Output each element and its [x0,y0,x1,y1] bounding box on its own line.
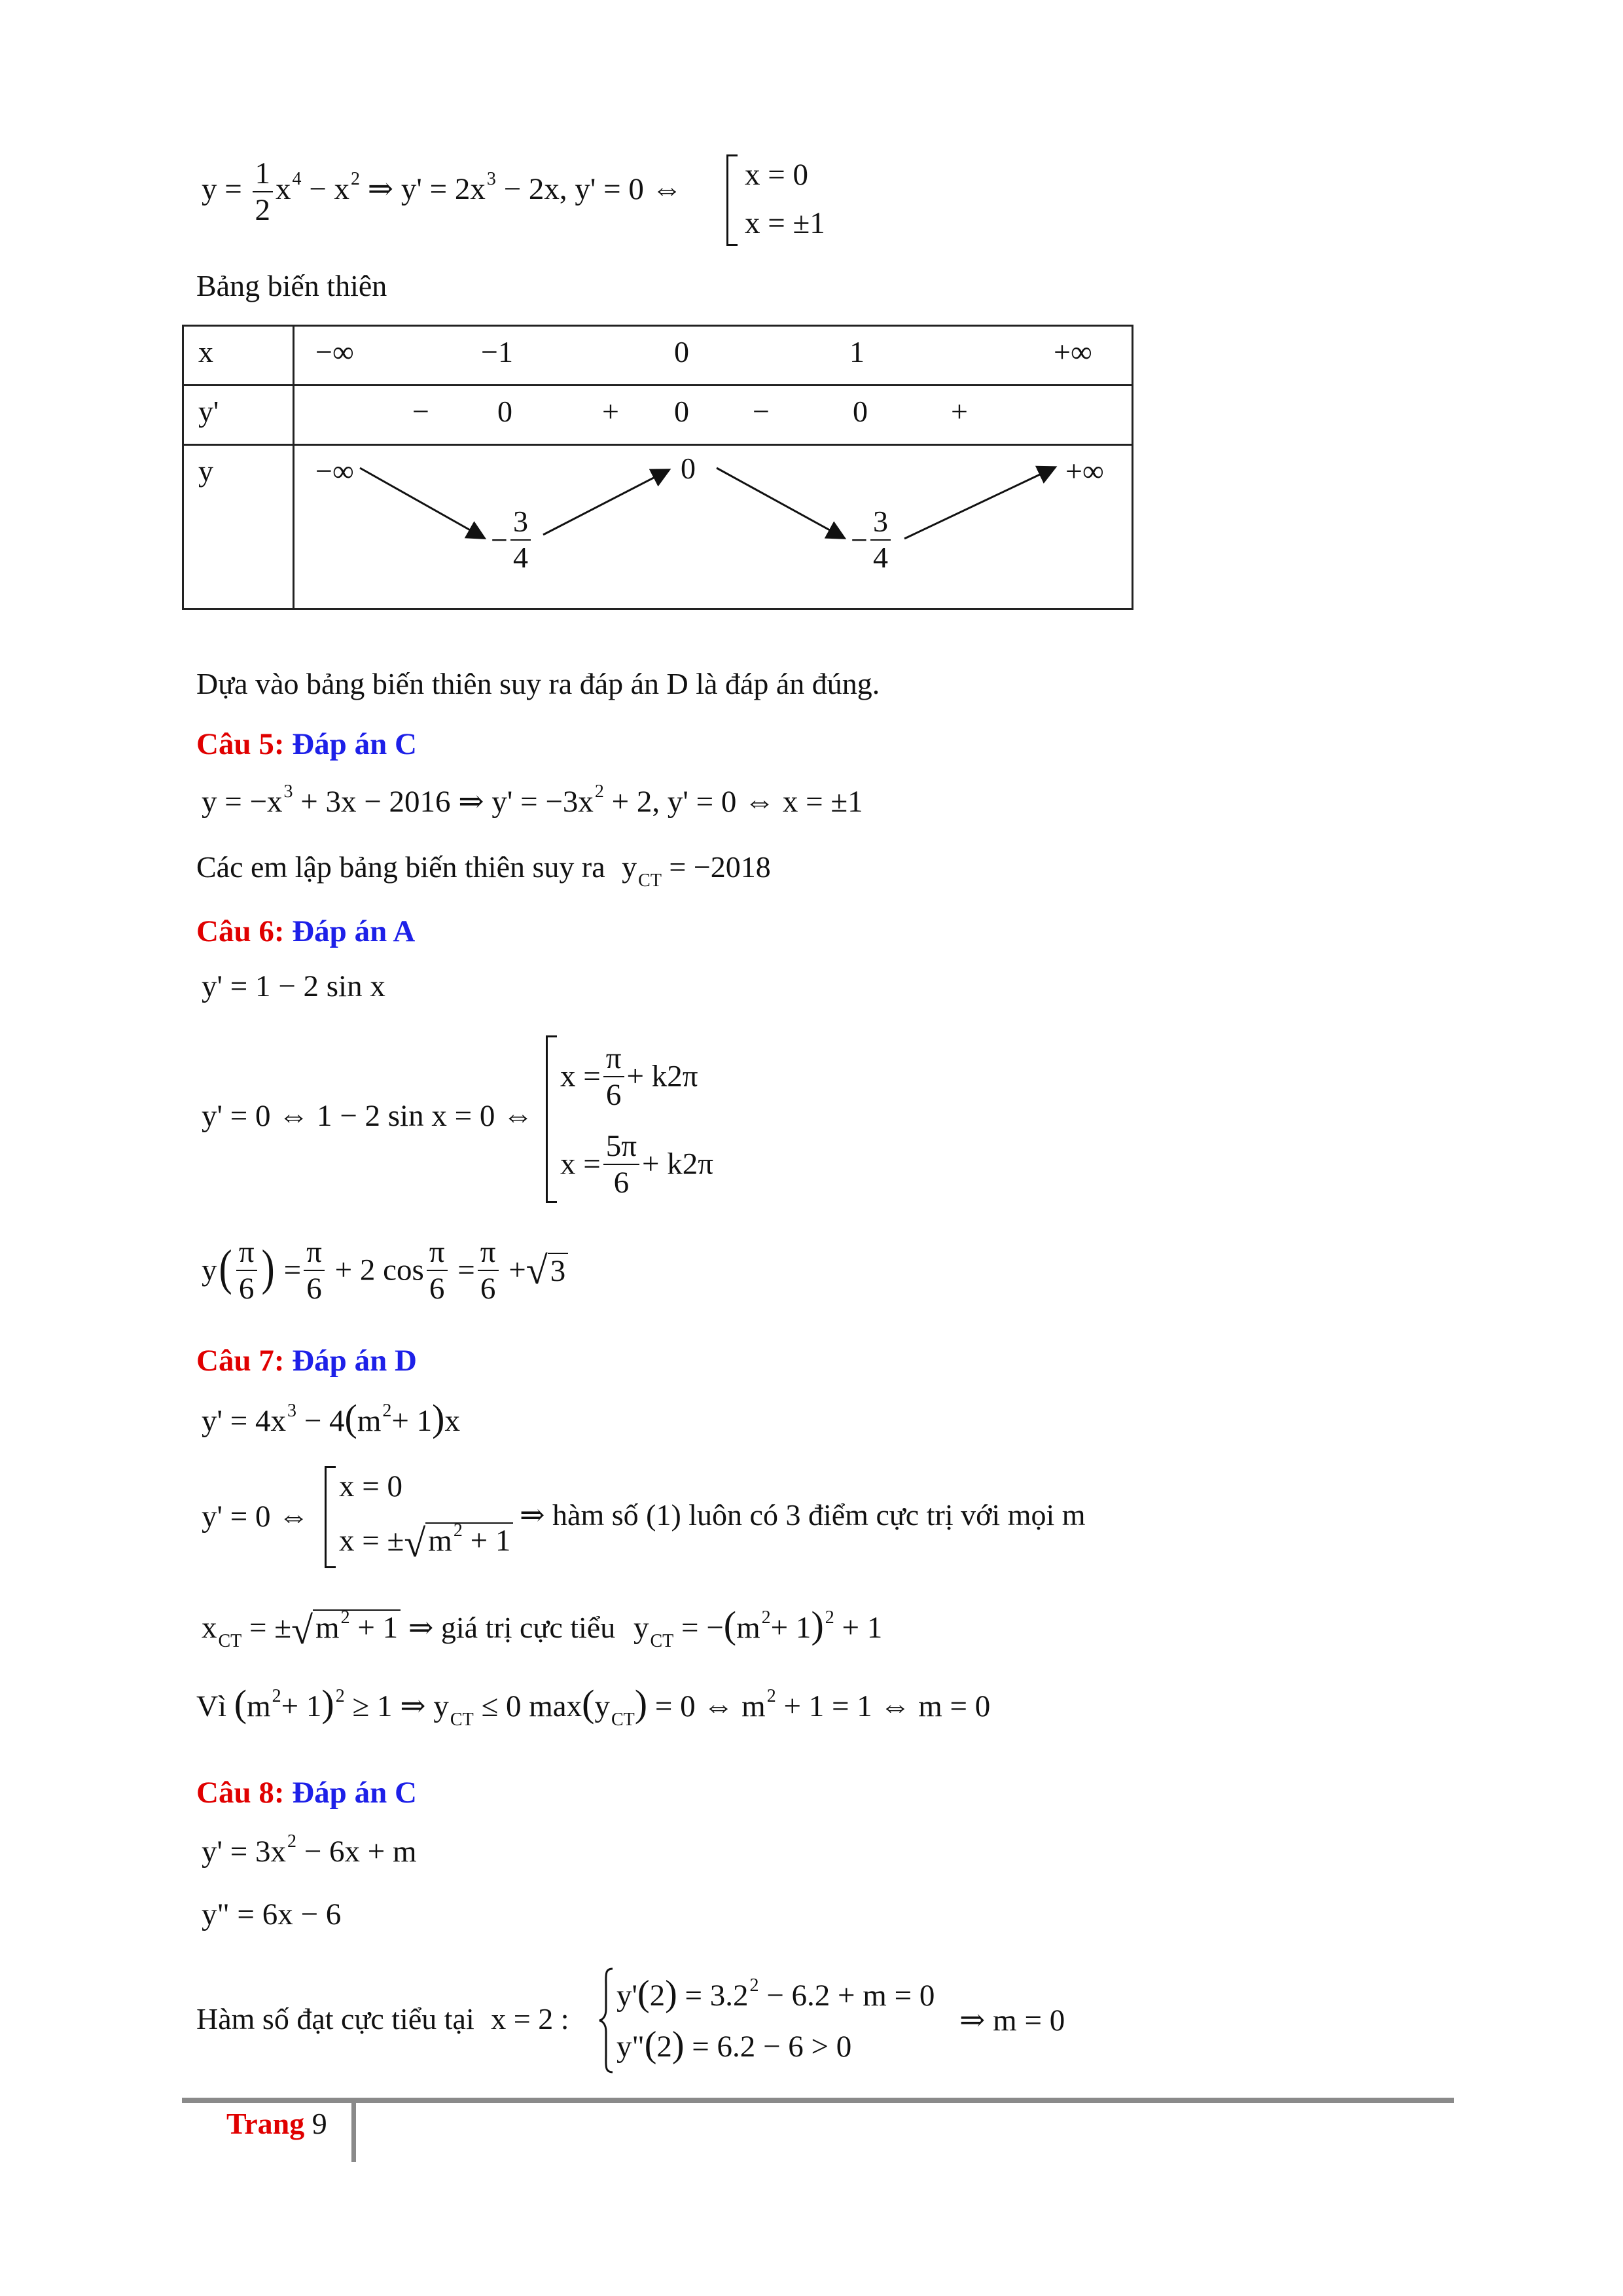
arrow-up-1 [543,471,668,535]
question-7-heading: Câu 7: Đáp án D [196,1344,417,1378]
y-minus-infinity: −∞ [315,454,354,488]
question-6-line-2: y' = 0 ⇔ 1 − 2 sin x = 0 ⇔ [202,1099,534,1133]
y-min-left: − $\frac{3}{4}$ [491,505,533,575]
table-row-yp-label: y' [183,386,294,445]
arrow-down-2 [717,468,843,537]
question-8-system-1: $y'(2) = 3.2^2 - 6.2 + m = 0$ [616,1973,935,2014]
question-7-case-2: $x = \pm√m^2 + 1$ [339,1522,513,1563]
question-6-line-3: y( $\frac{\pi}{6}$ ) = $\frac{\pi}{6}$ + 2 cos $\frac{\pi}{6}$ = $\frac{\pi}{6}$ +√3 [202,1234,568,1306]
footer-rule [182,2098,1454,2103]
table-row-x-values: −∞ −1 0 1 +∞ [294,326,1133,386]
table-row-y-label: y [183,445,294,609]
table-row-x-label: x [183,326,294,386]
arrow-down-1 [360,468,483,537]
question-8-result: ⇒ m = 0 [959,2003,1065,2037]
question-6-case-1: x = $\frac{\pi}{6}$ + k2π [560,1041,698,1113]
page-number: Trang 9 [226,2107,327,2140]
question-8-line-3-text: Hàm số đạt cực tiểu tại x = 2 : [196,2002,569,2036]
y-plus-infinity: +∞ [1065,454,1104,488]
variation-arrows [294,446,1132,608]
table-row-y-values [294,445,1133,609]
case-bracket [726,154,738,246]
arrow-up-2 [904,468,1054,539]
question-5-equation: $y = -x^3 + 3x - 2016$ ⇒ $y' = -3x^2 + 2$, y' = 0 ⇔ x = ±1 [202,781,863,819]
question-8-heading: Câu 8: Đáp án C [196,1776,417,1810]
y-max-zero: 0 [681,452,696,485]
question-8-line-1: $y' = 3x^2 - 6x + m$ [202,1831,417,1869]
case-bracket [546,1035,557,1203]
question-7-line-3: $x_{CT} = \pm√m^2 + 1$ ⇒ giá trị cực tiểu $y_{CT} = -(m^2+ 1)^2 + 1$ [202,1604,883,1653]
question-7-line-4: Vì $(m^2+ 1)^2 \ge 1$ ⇒ $y_{CT} \le 0$ $\max(y_{CT}) = 0$ ⇔ $m^2 + 1 = 1$ ⇔ m = 0 [196,1682,991,1730]
question-8-system-2: y"(2) = 6.2 − 6 > 0 [616,2024,852,2065]
question-6-case-2: x = $\frac{5\pi}{6}$ + k2π [560,1129,713,1200]
variation-table [182,325,1133,610]
footer-divider [351,2103,356,2162]
y-min-right: − $\frac{3}{4}$ [851,505,893,575]
system-brace [597,1966,616,2075]
question-5-heading: Câu 5: Đáp án C [196,727,417,761]
question-6-line-1: y' = 1 − 2 sin x [202,969,385,1003]
question-6-heading: Câu 6: Đáp án A [196,914,416,948]
question-5-text: Các em lập bảng biến thiên suy ra $y_{CT} = -2018$ [196,850,771,891]
table-row-yp-values: − 0 + 0 − 0 + [294,386,1133,445]
case-bracket [325,1466,336,1568]
fraction: $\frac{1}{2}$ [253,156,274,228]
question-7-case-1: x = 0 [339,1469,403,1503]
eq1-lhs: y = [202,171,242,206]
eq1-case-1: x = 0 [745,158,809,192]
question-7-line-1: $y' = 4x^3 - 4(m^2+ 1)x$ [202,1397,460,1439]
conclusion-text: Dựa vào bảng biến thiên suy ra đáp án D là đáp án đúng. [196,667,880,700]
eq1-case-2: x = ±1 [745,206,825,240]
bbt-label: Bảng biến thiên [196,269,387,302]
question-7-line-2-rhs: ⇒ hàm số (1) luôn có 3 điểm cực trị với mọi m [520,1498,1086,1532]
question-7-line-2-lhs: y' = 0 ⇔ [202,1499,310,1534]
question-8-line-2: y" = 6x − 6 [202,1897,342,1931]
equation-derivative: y = $\frac{1}{2}$ $x^4 - x^2$ ⇒ $y' = 2x^3 - 2x$, y' = 0 ⇔ [202,156,683,228]
